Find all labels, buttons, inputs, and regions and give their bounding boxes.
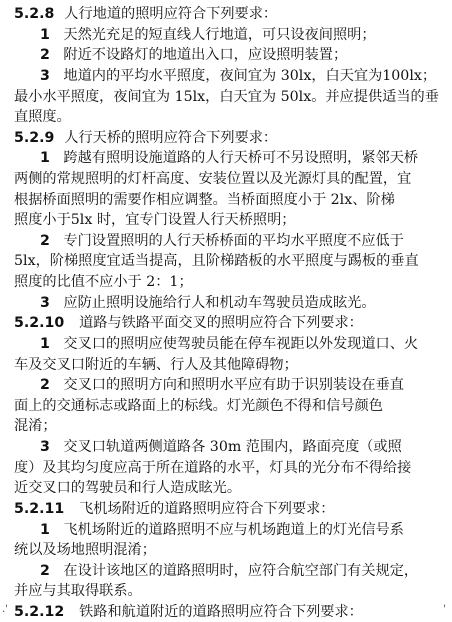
item-text: 应防止照明设施给行人和机动车驾驶员造成眩光。 xyxy=(63,294,376,311)
item-text: 度）及其均匀度应高于所在道路的水平，灯具的光分布不得给接 xyxy=(14,459,412,476)
item-text: 近交叉口的驾驶员和行人造成眩光。 xyxy=(14,480,242,497)
clause-item xyxy=(40,66,452,86)
item-number: 1 xyxy=(40,150,50,167)
item-text: 地道内的平均水平照度，夜间宜为 30lx，白天宜为100lx； xyxy=(63,67,437,84)
clause-number: 5.2.12 xyxy=(14,604,65,620)
clause-item xyxy=(40,148,452,168)
item-text: 照度的比值不应小于 2：1； xyxy=(14,274,193,291)
item-text: 车及交叉口附近的车辆、行人及其他障碍物； xyxy=(14,356,298,373)
clause-item xyxy=(40,231,452,251)
scan-edge-mark-left: .' xyxy=(2,604,8,615)
clause-number: 5.2.9 xyxy=(14,129,55,146)
clause-title: 道路与铁路平面交叉的照明应符合下列要求： xyxy=(79,315,363,332)
item-text: 最小水平照度，夜间宜为 15lx，白天宜为 50lx。并应提供适当的垂 xyxy=(14,88,439,105)
clause-5-2-12-heading xyxy=(14,602,452,622)
clause-item xyxy=(40,25,452,45)
item-text: 照度小于5lx 时，宜专门设置人行天桥照明； xyxy=(14,212,296,229)
item-text: 飞机场附近的道路照明不应与机场跑道上的灯光信号系 xyxy=(63,521,404,538)
clause-item xyxy=(40,45,452,65)
item-text: 根据桥面照明的需要作相应调整。当桥面照度小于 2lx、阶梯 xyxy=(14,191,395,208)
item-text: 交叉口的照明方向和照明水平应有助于识别装设在垂直 xyxy=(63,377,404,394)
item-number: 3 xyxy=(40,439,50,455)
scan-edge-mark-right: ' xyxy=(443,604,446,615)
item-number: 2 xyxy=(40,377,50,394)
clause-5-2-10-heading xyxy=(14,313,452,333)
clause-title: 飞机场附近的道路照明应符合下列要求： xyxy=(79,500,335,517)
clause-title: 人行地道的照明应符合下列要求： xyxy=(64,6,278,22)
item-text: 面上的交通标志或路面上的标线。灯光颜色不得和信号颜色 xyxy=(14,397,383,414)
clause-number: 5.2.11 xyxy=(14,500,65,517)
item-text: 交叉口的照明应使驾驶员能在停车视距以外发现道口、火 xyxy=(63,335,419,352)
item-text: 交叉口轨道两侧道路各 30m 范围内，路面亮度（或照 xyxy=(63,439,402,455)
clause-item xyxy=(40,520,452,540)
item-number: 2 xyxy=(40,232,50,249)
item-text: 并应与其取得联系。 xyxy=(14,583,142,600)
item-number: 3 xyxy=(40,67,50,84)
clause-item xyxy=(40,375,452,395)
item-text: 天然光充足的短直线人行地道，可只设夜间照明； xyxy=(63,26,376,43)
item-number: 2 xyxy=(40,562,50,579)
item-number: 3 xyxy=(40,294,50,311)
clause-number: 5.2.8 xyxy=(14,6,55,22)
item-text: 两侧的常规照明的灯杆高度、安装位置以及光源灯具的配置，宜 xyxy=(14,171,412,187)
item-text: 混淆； xyxy=(14,418,57,435)
item-text: 统以及场地照明混淆； xyxy=(14,542,156,559)
item-number: 1 xyxy=(40,335,50,352)
item-text: 直照度。 xyxy=(14,109,71,126)
item-number: 1 xyxy=(40,26,50,43)
clause-item xyxy=(40,437,452,457)
clause-5-2-11-heading xyxy=(14,499,452,519)
item-text: 在设计该地区的道路照明时，应符合航空部门有关规定， xyxy=(63,562,419,579)
item-text: 跨越有照明设施道路的人行天桥可不另设照明，紧邻天桥 xyxy=(63,150,419,167)
clause-number: 5.2.10 xyxy=(14,315,65,332)
clause-item xyxy=(40,293,452,313)
item-text: 专门设置照明的人行天桥桥面的平均水平照度不应低于 xyxy=(63,232,404,249)
clause-5-2-9-heading xyxy=(14,128,452,148)
clause-5-2-8-heading xyxy=(14,4,452,24)
item-text: 5lx，阶梯照度宜适当提高，且阶梯踏板的水平照度与踢板的垂直 xyxy=(14,253,419,270)
item-number: 1 xyxy=(40,521,50,538)
clause-item xyxy=(40,561,452,581)
clause-title: 铁路和航道附近的道路照明应符合下列要求： xyxy=(79,604,363,620)
item-text: 附近不设路灯的地道出入口，应设照明装置； xyxy=(63,47,348,64)
clause-item xyxy=(40,334,452,354)
item-number: 2 xyxy=(40,47,50,64)
clause-title: 人行天桥的照明应符合下列要求： xyxy=(64,129,278,146)
